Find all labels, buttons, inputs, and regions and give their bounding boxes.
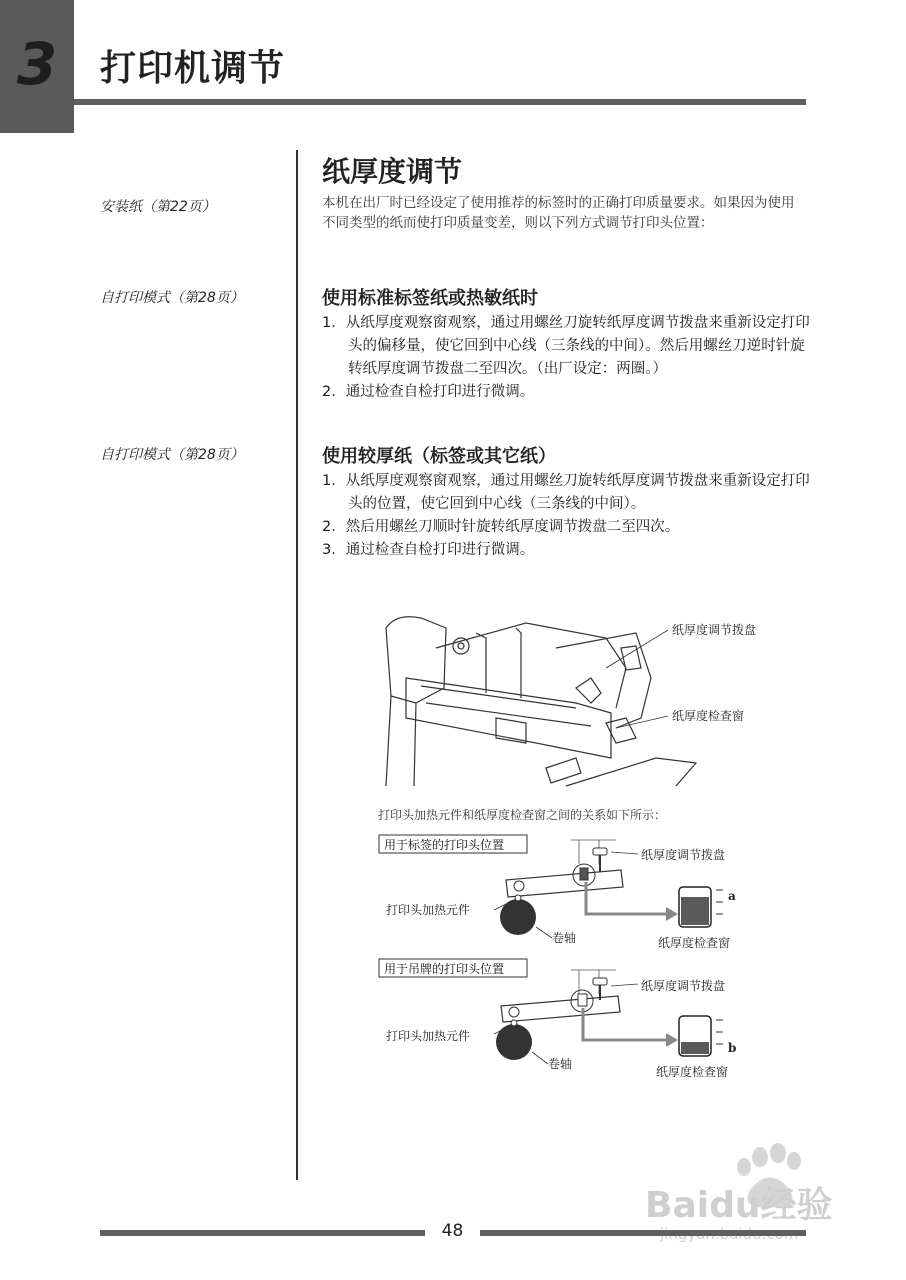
section-title: 纸厚度调节 [322,155,463,188]
dial-indicator [580,868,588,880]
dial-bracket [576,678,601,703]
diagram-tag-position [376,956,796,1081]
head-label: 打印头加热元件 [386,1029,471,1043]
list-item: 3．通过检查自检打印进行微调。 [322,542,535,558]
watermark-brand: Baidu经验 [645,1185,833,1226]
window-fill [681,1042,709,1054]
printer-housing-left [386,617,446,703]
roller-label: 卷轴 [548,1057,573,1071]
sidebar-ref-load-paper[interactable]: 安装纸（第22页） [100,199,216,215]
list-item: 2．通过检查自检打印进行微调。 [322,384,535,400]
baidu-watermark [640,1135,870,1245]
column-divider [296,150,298,1180]
page-number: 48 [441,1221,464,1241]
intro-paragraph: 本机在出厂时已经设定了使用推荐的标签时的正确打印质量要求。如果因为使用不同类型的纸而使打印质量变差，则以下列方式调节打印头位置： [322,195,795,231]
marker-label: b [728,1041,737,1055]
print-head-assembly [406,678,611,758]
diagram-box-label-text: 用于吊牌的打印头位置 [384,962,505,976]
callout-window-label: 纸厚度检查窗 [672,709,745,723]
diagram-caption: 打印头加热元件和纸厚度检查窗之间的关系如下所示： [378,808,667,822]
header-rule [74,99,806,105]
steps-standard [322,312,810,404]
dial-label: 纸厚度调节拨盘 [641,848,726,862]
chapter-number: 3 [16,30,58,98]
diagram-label-position [376,832,796,952]
dial-circle [453,638,469,654]
window-label: 纸厚度检查窗 [656,1065,729,1079]
window-label: 纸厚度检查窗 [658,936,731,950]
printer-mechanism-figure [376,608,796,793]
dial-indicator [578,994,587,1006]
print-head-arm [501,996,620,1022]
list-item: 1．从纸厚度观察窗观察，通过用螺丝刀旋转纸厚度调节拨盘来重新设定打印头的位置，使它回到中心线（三条线的中间）。 [322,473,810,512]
roller [496,1024,532,1060]
subsection-title-standard: 使用标准标签纸或热敏纸时 [322,288,538,309]
chapter-title: 打印机调节 [100,48,286,89]
marker-label: a [728,889,736,903]
window-fill [681,897,709,925]
list-item: 2．然后用螺丝刀顺时针旋转纸厚度调节拨盘二至四次。 [322,519,680,535]
footer-rule-right [480,1230,806,1236]
dial-label: 纸厚度调节拨盘 [641,979,726,993]
head-label: 打印头加热元件 [386,903,471,917]
sidebar-ref-self-print-2[interactable]: 自打印模式（第28页） [100,447,244,463]
subsection-title-thick: 使用较厚纸（标签或其它纸） [322,446,556,467]
footer-rule-left [100,1230,425,1236]
steps-thick [322,470,810,562]
callout-dial-label: 纸厚度调节拨盘 [672,623,757,637]
diagram-box-label-text: 用于标签的打印头位置 [384,838,505,852]
list-item: 1．从纸厚度观察窗观察，通过用螺丝刀旋转纸厚度调节拨盘来重新设定打印头的偏移量，使它回到中心线（三条线的中间）。然后用螺丝刀逆时针旋转纸厚度调节拨盘二至四次。（出厂设定：两圈。） [322,315,810,377]
roller-label: 卷轴 [552,931,577,945]
sidebar-ref-self-print-1[interactable]: 自打印模式（第28页） [100,290,244,306]
